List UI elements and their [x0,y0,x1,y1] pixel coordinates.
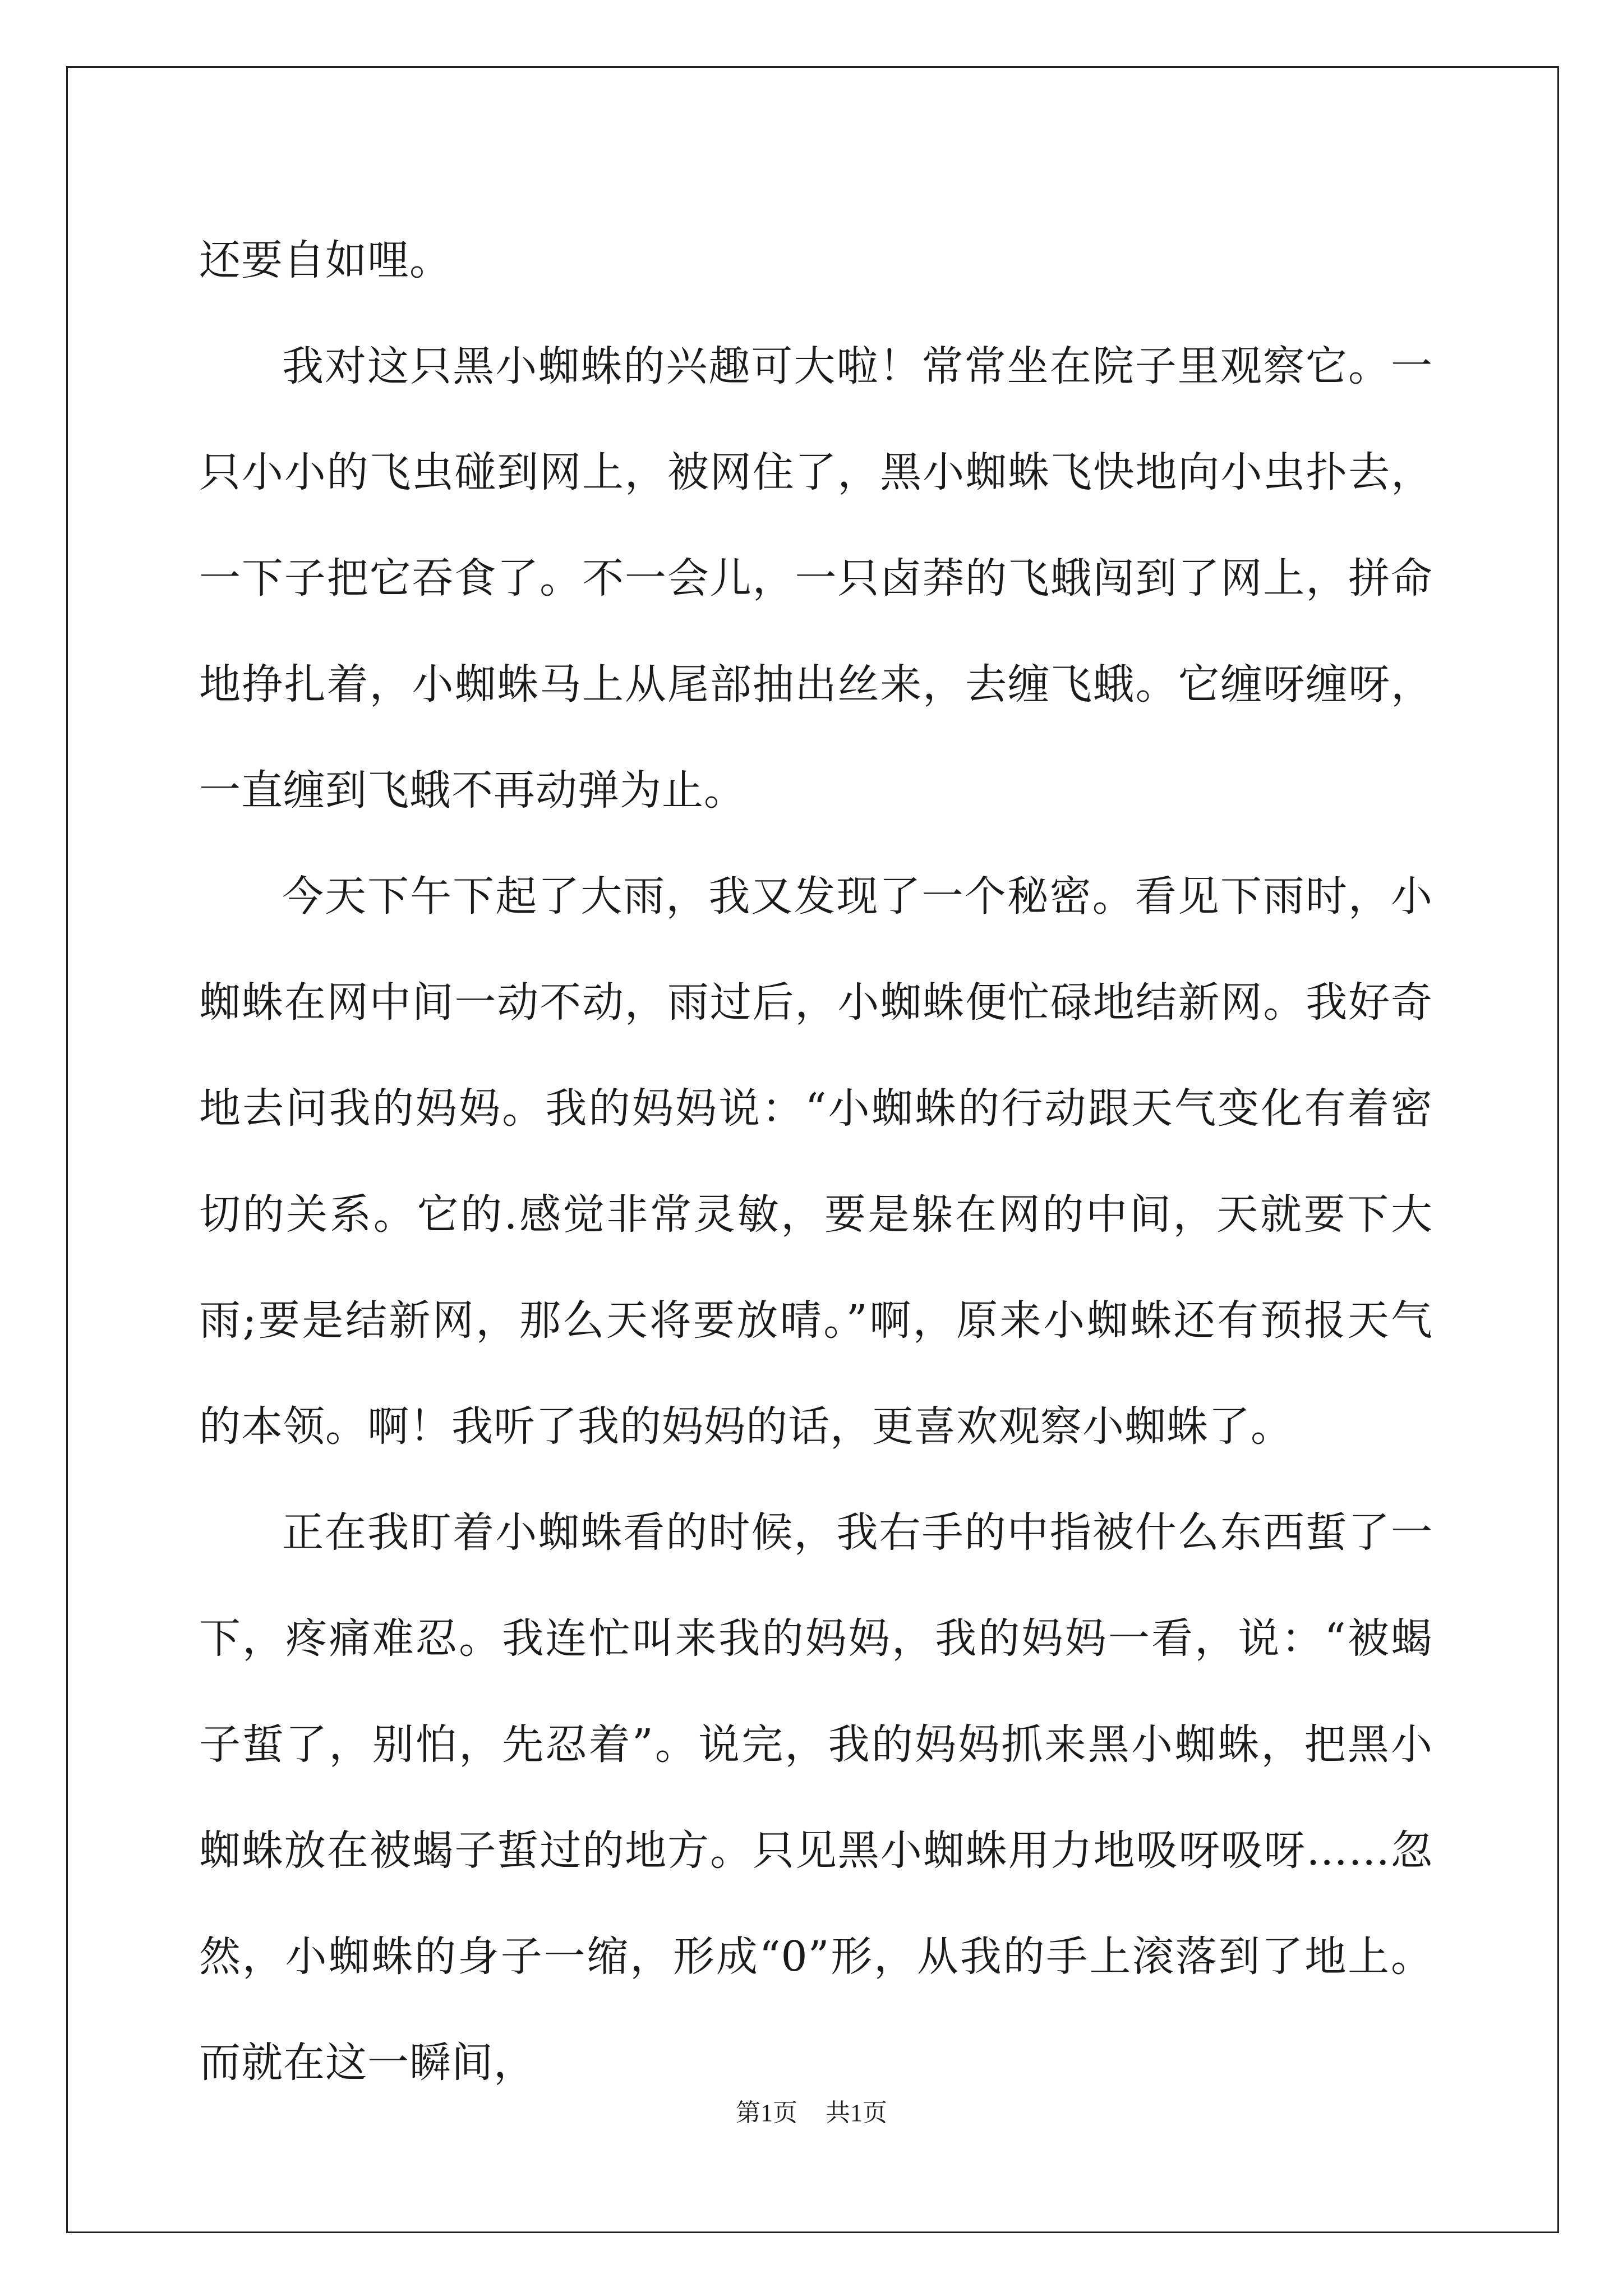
document-body [199,208,1433,2116]
page-number-total: 共1页 [826,2099,887,2127]
paragraph-3: 今天下午下起了大雨，我又发现了一个秘密。看见下雨时，小蜘蛛在网中间一动不动，雨过后，小蜘蛛便忙碌地结新网。我好奇地去问我的妈妈。我的妈妈说：“小蜘蛛的行动跟天气变化有着密切的关系。它的.感觉非常灵敏，要是躲在网的中间，天就要下大雨;要是结新网，那么天将要放晴。”啊，原来小蜘蛛还有预报天气的本领。啊！我听了我的妈妈的话，更喜欢观察小蜘蛛了。 [199,872,1433,1451]
page-footer [0,2092,1623,2128]
page-number-current: 第1页 [736,2099,797,2127]
paragraph-2: 我对这只黑小蜘蛛的兴趣可大啦！常常坐在院子里观察它。一只小小的飞虫碰到网上，被网住了，黑小蜘蛛飞快地向小虫扑去，一下子把它吞食了。不一会儿，一只卤莽的飞蛾闯到了网上，拼命地挣扎着，小蜘蛛马上从尾部抽出丝来，去缠飞蛾。它缠呀缠呀，一直缠到飞蛾不再动弹为止。 [199,342,1433,815]
paragraph-1: 还要自如哩。 [199,236,451,284]
paragraph-4: 正在我盯着小蜘蛛看的时候，我右手的中指被什么东西蜇了一下，疼痛难忍。我连忙叫来我的妈妈，我的妈妈一看，说：“被蝎子蜇了，别怕，先忍着”。说完，我的妈妈抓来黑小蜘蛛，把黑小蜘蛛放在被蝎子蜇过的地方。只见黑小蜘蛛用力地吸呀吸呀……忽然，小蜘蛛的身子一缩，形成“0”形，从我的手上滚落到了地上。而就在这一瞬间， [199,1508,1433,2087]
